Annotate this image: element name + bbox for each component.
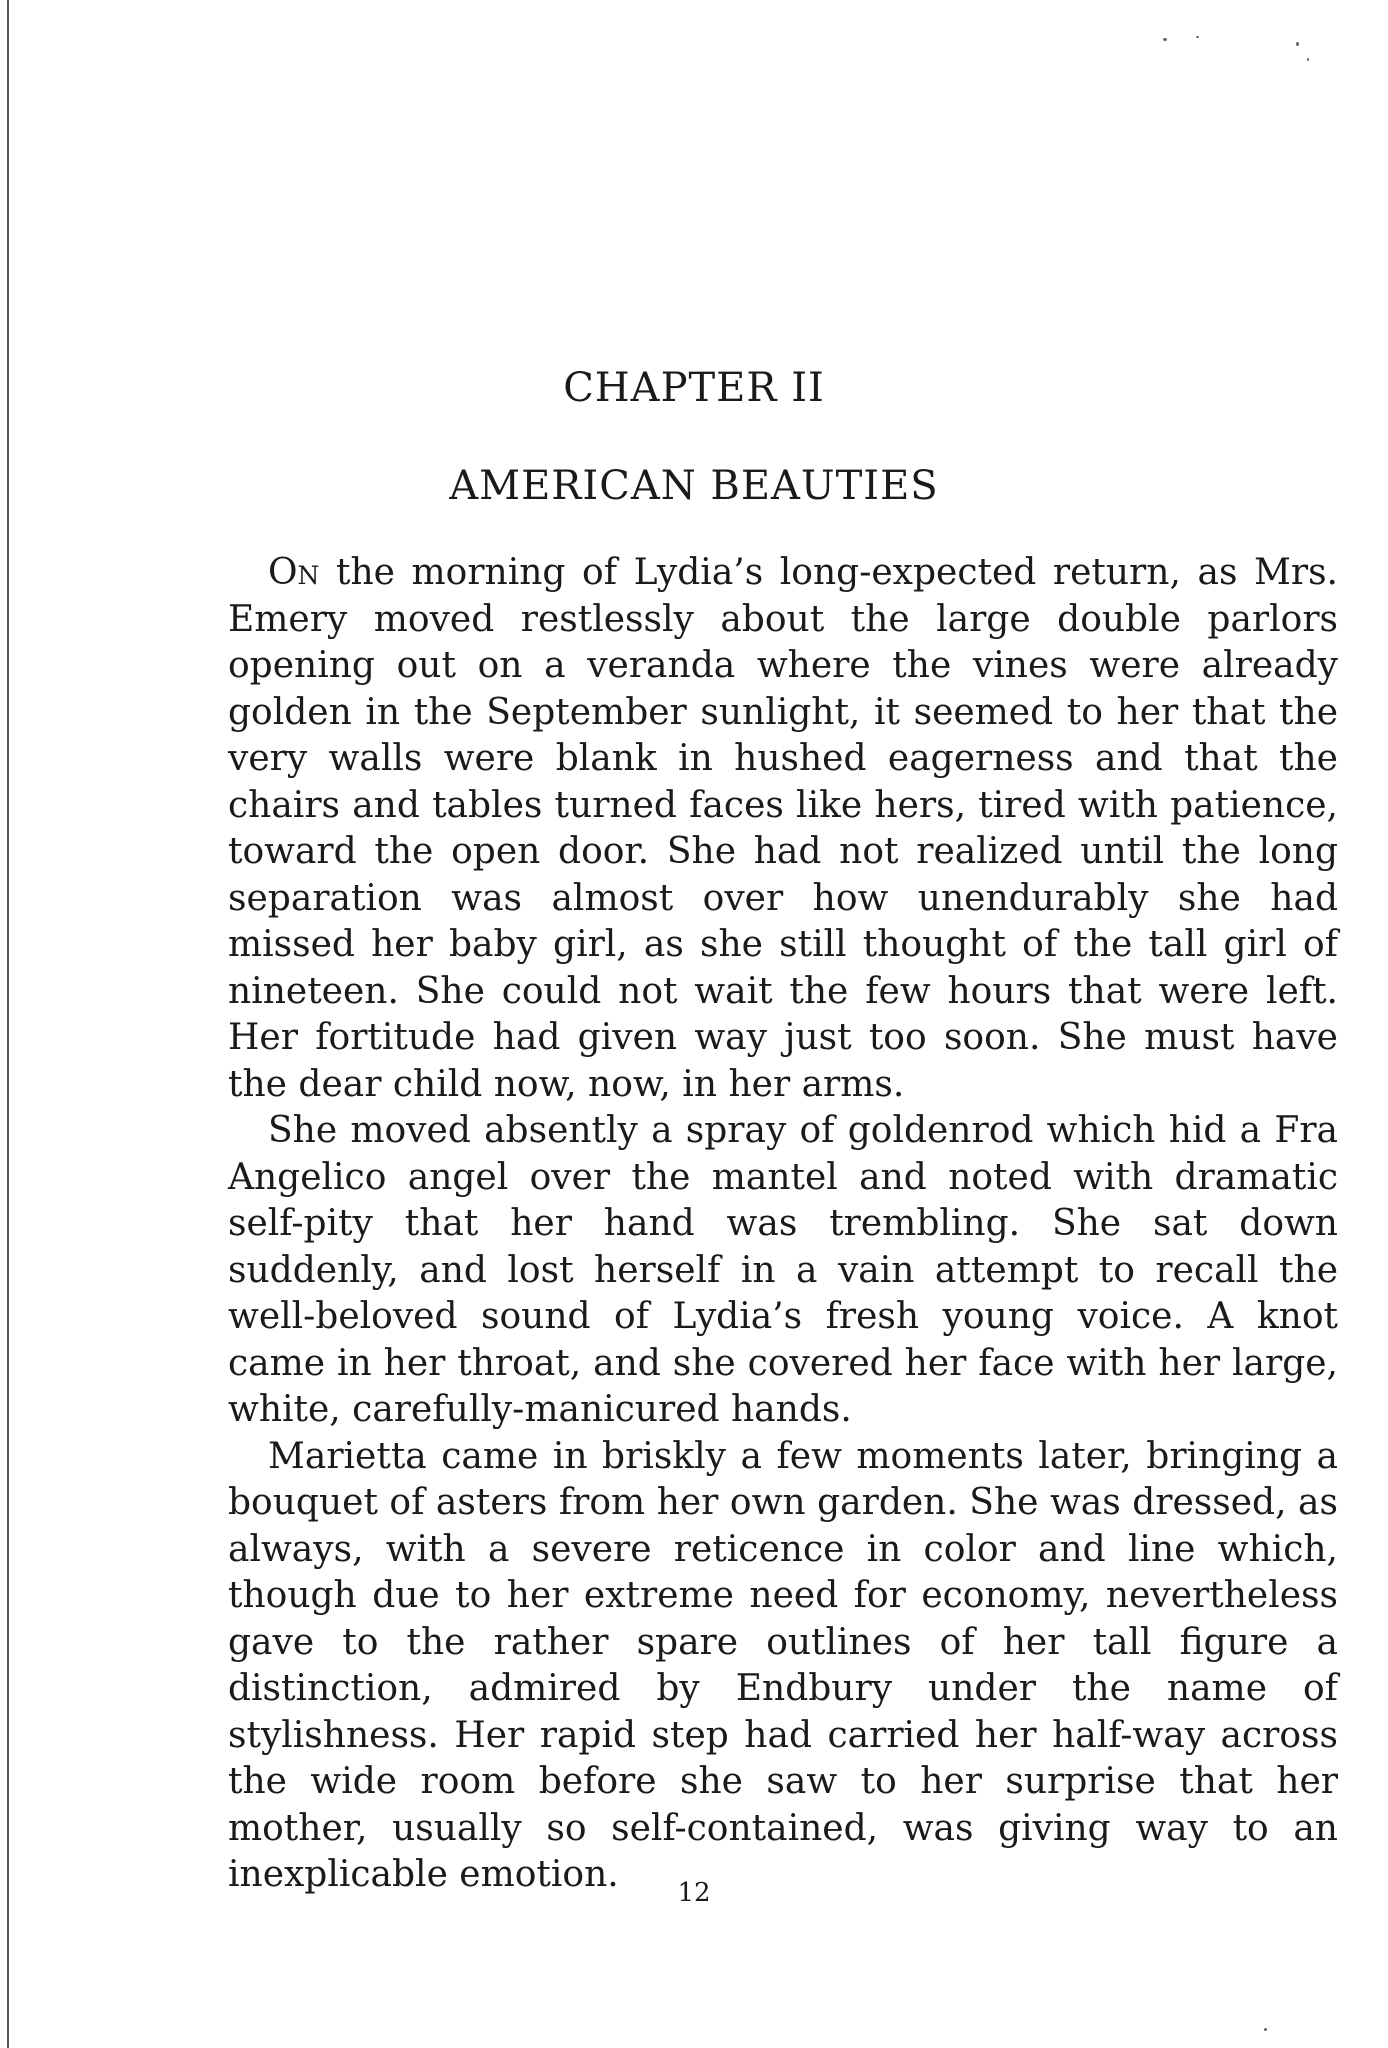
scan-speck [1196, 36, 1199, 38]
chapter-body [228, 550, 1338, 1899]
chapter-number: CHAPTER II [563, 365, 825, 411]
paragraph-3: Marietta came in briskly a few moments later, bringing a bouquet of asters from her own garden. She was dressed, as always, with a severe reticence in color and line which, though due to her extreme need for economy, nevertheless gave to the rather spare outlines of her tall figure a distinction, admired by Endbury under the name of stylishness. Her rapid step had carried her half-way across the wide room before she saw to her surprise that her mother, usually so self-contained, was giving way to an inexplicable emotion. [228, 1435, 1338, 1895]
paragraph-text: the morning of Lydia’s long-expected return, as Mrs. Emery moved restlessly about the large double parlors opening out on a veranda where the vines were already golden in the September sunlight, it seemed to her that the very walls were blank in hushed eagerness and that the chairs and tables turned faces like hers, tired with patience, toward the open door. She had not realized until the long separation was almost over how unendurably she had missed her baby girl, as she still thought of the tall girl of nineteen. She could not wait the few hours that were left. Her fortitude had given way just too soon. She must have the dear child now, now, in her arms. [228, 552, 1338, 1105]
page-edge-line [7, 0, 9, 2048]
scan-speck [1307, 58, 1309, 61]
page-number: 12 [677, 1878, 711, 1908]
scan-speck [1163, 38, 1167, 41]
chapter-title: AMERICAN BEAUTIES [449, 463, 939, 509]
paragraph-2: She moved absently a spray of goldenrod which hid a Fra Angelico angel over the mantel and noted with dramatic self-pity that her hand was trembling. She sat down suddenly, and lost herself in a vain attempt to recall the well-beloved sound of Lydia’s fresh young voice. A knot came in her throat, and she covered her face with her large, white, carefully-manicured hands. [228, 1110, 1338, 1430]
paragraph-lead-smallcaps: On [268, 552, 320, 593]
scan-speck [1296, 42, 1299, 46]
paragraph-1 [228, 550, 1338, 1108]
scan-speck [1264, 2028, 1267, 2031]
